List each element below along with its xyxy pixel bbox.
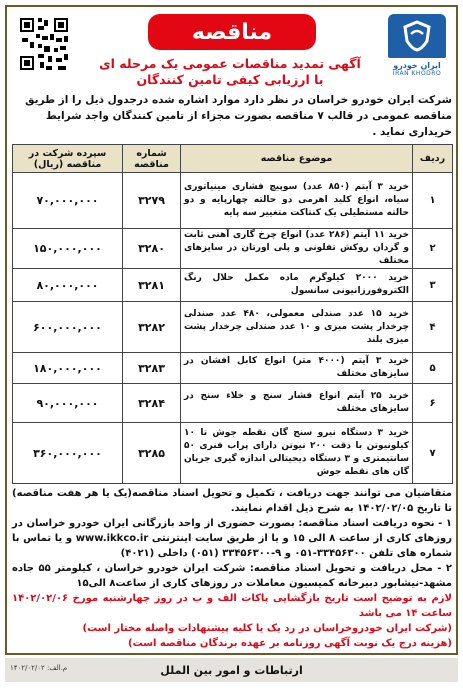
shield-icon (400, 19, 434, 53)
row-idx: ۴ (413, 302, 453, 353)
row-idx: ۷ (413, 423, 453, 484)
company-logo (384, 14, 450, 84)
cost-notice: (هزینه درج یک نوبت آگهی روزنامه بر عهده برندگان مناقصه است) (128, 638, 452, 649)
row-subject: خرید ۲۵ آیتم انواع فشار سنج و خلاء سنج در سایزهای مختلف (181, 384, 413, 423)
row-number: ۳۲۸۵ (123, 423, 181, 484)
table-row (13, 353, 453, 384)
logo-badge (388, 14, 446, 58)
logo-text: ایران خودرو (393, 61, 441, 70)
row-number: ۳۲۸۱ (123, 269, 181, 302)
row-number: ۳۲۸۲ (123, 302, 181, 353)
table-row (13, 302, 453, 353)
row-idx: ۱ (413, 173, 453, 229)
row-number: ۳۲۷۹ (123, 173, 181, 229)
row-subject: خرید ۱۵ عدد صندلی معمولی، ۴۸۰ عدد صندلی چرخدار پشت میزی و ۱۰ عدد صندلی چرخدار پشت میزی بلند (181, 302, 413, 353)
row-subject: خرید ۳ آیتم (۸۵۰ عدد) سوپیچ فشاری مینیاتوری سیاه، انواع کلید اهرمی دو حالته چهارپایه و دو حالته مستطیلی یک کنتاکت متغییر سه پایه (181, 173, 413, 229)
row-idx: ۳ (413, 269, 453, 302)
row-subject: خرید ۲۰۰۰ کیلوگرم ماده مکمل حلال رنگ الکتروفورزانیونی سانسول (181, 269, 413, 302)
row-deposit: ۱۸۰,۰۰۰,۰۰۰ (13, 353, 123, 384)
row-subject: خرید ۱۱ آیتم (۲۸۶ عدد) انواع چرخ گاری آهنی ثابت و گردان روکش تفلونی و پلی اورتان در سایزهای مختلف (181, 229, 413, 269)
instructions-p1: متقاضیان می توانند جهت دریافت ، تکمیل و تحویل اسناد مناقصه(یک یا هر هفت مناقصه) تا تاریخ ۱۴۰۲/۰۲/۰۵ به شرح ذیل اقدام نمایند. (12, 488, 452, 514)
header-number: شماره مناقصه (123, 145, 181, 173)
qr-code-icon (18, 16, 70, 72)
publication-code: م.الف: ۱۴۰۲/۰۲/۰۲ (10, 664, 68, 672)
table-row (13, 423, 453, 484)
tender-table (12, 144, 453, 484)
row-deposit: ۳۶۰,۰۰۰,۰۰۰ (13, 423, 123, 484)
table-row (13, 229, 453, 269)
row-idx: ۶ (413, 384, 453, 423)
row-deposit: ۸۰,۰۰۰,۰۰۰ (13, 269, 123, 302)
header-idx: ردیف (413, 145, 453, 173)
subtitle (80, 56, 380, 88)
table-row (13, 269, 453, 302)
instructions (12, 486, 452, 651)
row-idx: ۵ (413, 353, 453, 384)
footer-bar: ارتباطات و امور بین الملل (5, 658, 458, 682)
header-deposit: سپرده شرکت در مناقصه (ریال) (13, 145, 123, 173)
header-subject: موضوع مناقصه (181, 145, 413, 173)
row-subject: خرید ۳ آیتم (۴۰۰۰ متر) انواع کابل افشان در سایزهای مختلف (181, 353, 413, 384)
row-deposit: ۱۵۰,۰۰۰,۰۰۰ (13, 229, 123, 269)
page-title: مناقصه (148, 14, 316, 50)
row-idx: ۲ (413, 229, 453, 269)
logo-subtext: IRAN KHODRO (392, 70, 442, 77)
subtitle-line-2: با ارزیابی کیفی تامین کنندگان (136, 72, 324, 87)
table-row (13, 384, 453, 423)
table-row (13, 173, 453, 229)
intro-paragraph: شرکت ایران خودرو خراسان در نظر دارد موارد اشاره شده درجدول ذیل را از طریق مناقصه عمومی در قالب ۷ مناقصه بصورت مجزاء از تامین کنندگان واجد شرایط خریداری نماید . (25, 94, 452, 138)
opening-date-notice: لازم به توضیح است تاریخ بازگشایی پاکات الف و ب در روز چهارشنبه مورخ ۱۴۰۲/۰۲/۰۶ ساعت ۱۴ می باشد (12, 593, 452, 619)
row-number: ۳۲۸۴ (123, 384, 181, 423)
rejection-notice: (شرکت ایران خودروخراسان در رد یک یا کلیه پیشنهادات واصله مختار است) (82, 623, 452, 634)
subtitle-line-1: آگهی تمدید مناقصات عمومی یک مرحله ای (99, 56, 361, 71)
row-deposit: ۹۰,۰۰۰,۰۰۰ (13, 384, 123, 423)
row-subject: خرید ۳ دستگاه نیرو سنج گان نقطه جوش تا ۱۰ کیلونیوتن با دقت ۲۰۰ نیوتن دارای پراب فنری ۵۰ سانتیمتری و ۳ دستگاه دیجیتالی اندازه گیری جریان گان های نقطه جوش (181, 423, 413, 484)
row-number: ۳۲۸۳ (123, 353, 181, 384)
instructions-p2: ۱ - نحوه دریافت اسناد مناقصه: بصورت حضوری از واحد بازرگانی ایران خودرو خراسان در روزهای کاری از ساعت ۸ الی ۱۵ و یا از طریق سایت اینترنتی www.ikkco.ir و یا تماس با شماره های تلفن ۳۳۴۵۶۳۰۰-۰۵۱ و ۹-۳۳۴۵۶۳۰۰ (۰۵۱) داخلی (۴۰۲۱) (12, 518, 452, 559)
row-deposit: ۷۰,۰۰۰,۰۰۰ (13, 173, 123, 229)
row-number: ۳۲۸۰ (123, 229, 181, 269)
row-deposit: ۶۰۰,۰۰۰,۰۰۰ (13, 302, 123, 353)
table-header-row (13, 145, 453, 173)
instructions-p3: ۲ - محل دریافت و تحویل اسناد مناقصه: شرکت ایران خودرو خراسان ، کیلومتر ۵۵ جاده مشهد-نیشابور دبیرخانه کمیسیون معاملات در روزهای کاری از ساعت۸ الی۱۵ (12, 563, 452, 589)
